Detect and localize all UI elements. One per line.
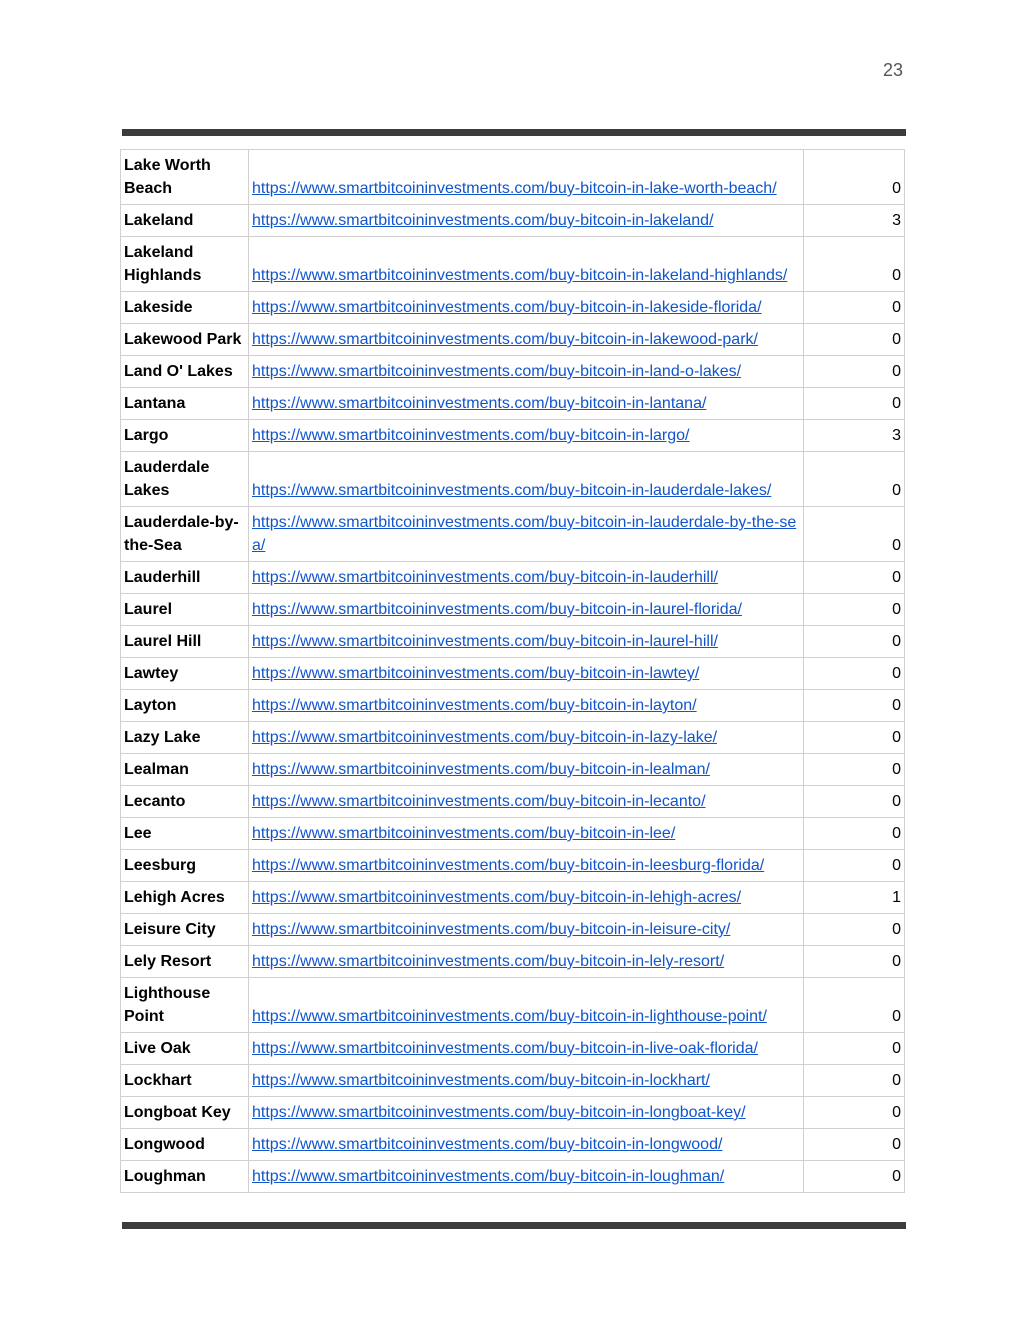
table-row	[121, 356, 905, 388]
location-name-cell: Lecanto	[121, 786, 249, 818]
location-link[interactable]: https://www.smartbitcoininvestments.com/buy-bitcoin-in-leisure-city/	[252, 921, 731, 938]
location-link[interactable]: https://www.smartbitcoininvestments.com/buy-bitcoin-in-lakewood-park/	[252, 331, 758, 348]
url-cell	[249, 690, 804, 722]
location-name-cell: Lee	[121, 818, 249, 850]
location-name-cell: Live Oak	[121, 1033, 249, 1065]
location-link[interactable]: https://www.smartbitcoininvestments.com/buy-bitcoin-in-lawtey/	[252, 665, 700, 682]
table-row	[121, 1129, 905, 1161]
url-cell	[249, 786, 804, 818]
location-link[interactable]: https://www.smartbitcoininvestments.com/buy-bitcoin-in-leesburg-florida/	[252, 857, 765, 874]
url-cell	[249, 850, 804, 882]
url-cell	[249, 388, 804, 420]
count-cell: 0	[804, 452, 905, 507]
location-link[interactable]: https://www.smartbitcoininvestments.com/buy-bitcoin-in-lake-worth-beach/	[252, 180, 777, 197]
url-cell	[249, 562, 804, 594]
location-link[interactable]: https://www.smartbitcoininvestments.com/buy-bitcoin-in-lakeland/	[252, 212, 714, 229]
url-cell	[249, 914, 804, 946]
location-link[interactable]: https://www.smartbitcoininvestments.com/buy-bitcoin-in-lakeside-florida/	[252, 299, 762, 316]
location-link[interactable]: https://www.smartbitcoininvestments.com/buy-bitcoin-in-lauderdale-lakes/	[252, 482, 772, 499]
count-cell: 0	[804, 626, 905, 658]
count-cell: 0	[804, 507, 905, 562]
count-cell: 0	[804, 594, 905, 626]
table-row	[121, 292, 905, 324]
count-cell: 0	[804, 818, 905, 850]
table-row	[121, 507, 905, 562]
url-cell	[249, 882, 804, 914]
location-name-cell: Lakeland	[121, 205, 249, 237]
count-cell: 3	[804, 205, 905, 237]
location-link[interactable]: https://www.smartbitcoininvestments.com/buy-bitcoin-in-lazy-lake/	[252, 729, 718, 746]
location-link[interactable]: https://www.smartbitcoininvestments.com/buy-bitcoin-in-longboat-key/	[252, 1104, 746, 1121]
table-row	[121, 1097, 905, 1129]
table-row	[121, 1065, 905, 1097]
location-link[interactable]: https://www.smartbitcoininvestments.com/buy-bitcoin-in-land-o-lakes/	[252, 363, 742, 380]
location-name-cell: Lauderhill	[121, 562, 249, 594]
location-name-cell: Lockhart	[121, 1065, 249, 1097]
url-cell	[249, 1129, 804, 1161]
location-link[interactable]: https://www.smartbitcoininvestments.com/buy-bitcoin-in-lecanto/	[252, 793, 706, 810]
bottom-divider	[122, 1222, 906, 1229]
url-cell	[249, 237, 804, 292]
count-cell: 0	[804, 324, 905, 356]
count-cell: 0	[804, 150, 905, 205]
location-name-cell: Lauderdale Lakes	[121, 452, 249, 507]
location-name-cell: Lazy Lake	[121, 722, 249, 754]
location-name-cell: Largo	[121, 420, 249, 452]
table-row	[121, 237, 905, 292]
table-row	[121, 754, 905, 786]
location-name-cell: Leisure City	[121, 914, 249, 946]
location-link[interactable]: https://www.smartbitcoininvestments.com/buy-bitcoin-in-lakeland-highlands/	[252, 267, 788, 284]
url-cell	[249, 818, 804, 850]
table-row	[121, 850, 905, 882]
count-cell: 0	[804, 946, 905, 978]
url-cell	[249, 292, 804, 324]
page-number: 23	[882, 60, 903, 80]
table-row	[121, 594, 905, 626]
location-name-cell: Lely Resort	[121, 946, 249, 978]
location-link[interactable]: https://www.smartbitcoininvestments.com/buy-bitcoin-in-longwood/	[252, 1136, 723, 1153]
count-cell: 0	[804, 690, 905, 722]
count-cell: 0	[804, 978, 905, 1033]
table-row	[121, 452, 905, 507]
url-cell	[249, 507, 804, 562]
table-row	[121, 818, 905, 850]
location-name-cell: Lakeside	[121, 292, 249, 324]
count-cell: 1	[804, 882, 905, 914]
location-name-cell: Longboat Key	[121, 1097, 249, 1129]
url-cell	[249, 754, 804, 786]
count-cell: 0	[804, 292, 905, 324]
count-cell: 0	[804, 914, 905, 946]
location-name-cell: Longwood	[121, 1129, 249, 1161]
location-link[interactable]: https://www.smartbitcoininvestments.com/buy-bitcoin-in-lealman/	[252, 761, 710, 778]
url-cell	[249, 1097, 804, 1129]
location-link[interactable]: https://www.smartbitcoininvestments.com/buy-bitcoin-in-lely-resort/	[252, 953, 725, 970]
count-cell: 0	[804, 1033, 905, 1065]
url-cell	[249, 722, 804, 754]
location-name-cell: Loughman	[121, 1161, 249, 1193]
location-link[interactable]: https://www.smartbitcoininvestments.com/buy-bitcoin-in-largo/	[252, 427, 690, 444]
table-row	[121, 690, 905, 722]
url-cell	[249, 978, 804, 1033]
count-cell: 0	[804, 562, 905, 594]
table-row	[121, 388, 905, 420]
count-cell: 0	[804, 356, 905, 388]
table-row	[121, 722, 905, 754]
count-cell: 0	[804, 237, 905, 292]
location-name-cell: Lealman	[121, 754, 249, 786]
url-cell	[249, 356, 804, 388]
location-name-cell: Lantana	[121, 388, 249, 420]
url-cell	[249, 946, 804, 978]
location-name-cell: Leesburg	[121, 850, 249, 882]
table-row	[121, 1161, 905, 1193]
table-body	[121, 150, 905, 1193]
count-cell: 0	[804, 1161, 905, 1193]
count-cell: 0	[804, 850, 905, 882]
url-cell	[249, 420, 804, 452]
location-name-cell: Laurel	[121, 594, 249, 626]
url-cell	[249, 150, 804, 205]
table-row	[121, 1033, 905, 1065]
location-name-cell: Layton	[121, 690, 249, 722]
location-link[interactable]: https://www.smartbitcoininvestments.com/buy-bitcoin-in-loughman/	[252, 1168, 725, 1185]
url-cell	[249, 1033, 804, 1065]
count-cell: 0	[804, 754, 905, 786]
location-name-cell: Lighthouse Point	[121, 978, 249, 1033]
url-cell	[249, 1065, 804, 1097]
count-cell: 0	[804, 1097, 905, 1129]
count-cell: 0	[804, 1065, 905, 1097]
table-row	[121, 324, 905, 356]
table-row	[121, 150, 905, 205]
url-cell	[249, 658, 804, 690]
table-row	[121, 626, 905, 658]
url-cell	[249, 594, 804, 626]
count-cell: 3	[804, 420, 905, 452]
location-link[interactable]: https://www.smartbitcoininvestments.com/buy-bitcoin-in-lighthouse-point/	[252, 1008, 767, 1025]
table-row	[121, 914, 905, 946]
count-cell: 0	[804, 786, 905, 818]
count-cell: 0	[804, 722, 905, 754]
location-name-cell: Lauderdale-by-the-Sea	[121, 507, 249, 562]
location-name-cell: Lake Worth Beach	[121, 150, 249, 205]
count-cell: 0	[804, 658, 905, 690]
location-name-cell: Land O' Lakes	[121, 356, 249, 388]
location-link[interactable]: https://www.smartbitcoininvestments.com/buy-bitcoin-in-lehigh-acres/	[252, 889, 742, 906]
url-cell	[249, 452, 804, 507]
url-cell	[249, 324, 804, 356]
url-cell	[249, 1161, 804, 1193]
table-row	[121, 562, 905, 594]
location-name-cell: Laurel Hill	[121, 626, 249, 658]
location-name-cell: Lawtey	[121, 658, 249, 690]
count-cell: 0	[804, 388, 905, 420]
location-link[interactable]: https://www.smartbitcoininvestments.com/buy-bitcoin-in-laurel-hill/	[252, 633, 718, 650]
location-link[interactable]: https://www.smartbitcoininvestments.com/buy-bitcoin-in-lauderhill/	[252, 569, 718, 586]
table-row	[121, 658, 905, 690]
url-cell	[249, 205, 804, 237]
url-cell	[249, 626, 804, 658]
location-link[interactable]: https://www.smartbitcoininvestments.com/buy-bitcoin-in-live-oak-florida/	[252, 1040, 758, 1057]
location-link[interactable]: https://www.smartbitcoininvestments.com/buy-bitcoin-in-laurel-florida/	[252, 601, 742, 618]
location-link[interactable]: https://www.smartbitcoininvestments.com/buy-bitcoin-in-layton/	[252, 697, 697, 714]
table-row	[121, 882, 905, 914]
table-row	[121, 420, 905, 452]
top-divider	[122, 129, 906, 136]
table-row	[121, 978, 905, 1033]
count-cell: 0	[804, 1129, 905, 1161]
table-row	[121, 946, 905, 978]
location-link[interactable]: https://www.smartbitcoininvestments.com/buy-bitcoin-in-lauderdale-by-the-sea/	[252, 514, 797, 554]
location-name-cell: Lakeland Highlands	[121, 237, 249, 292]
table-row	[121, 205, 905, 237]
location-link[interactable]: https://www.smartbitcoininvestments.com/buy-bitcoin-in-lantana/	[252, 395, 707, 412]
location-link[interactable]: https://www.smartbitcoininvestments.com/buy-bitcoin-in-lockhart/	[252, 1072, 710, 1089]
table-row	[121, 786, 905, 818]
location-name-cell: Lakewood Park	[121, 324, 249, 356]
location-name-cell: Lehigh Acres	[121, 882, 249, 914]
locations-table	[120, 149, 905, 1193]
location-link[interactable]: https://www.smartbitcoininvestments.com/buy-bitcoin-in-lee/	[252, 825, 676, 842]
